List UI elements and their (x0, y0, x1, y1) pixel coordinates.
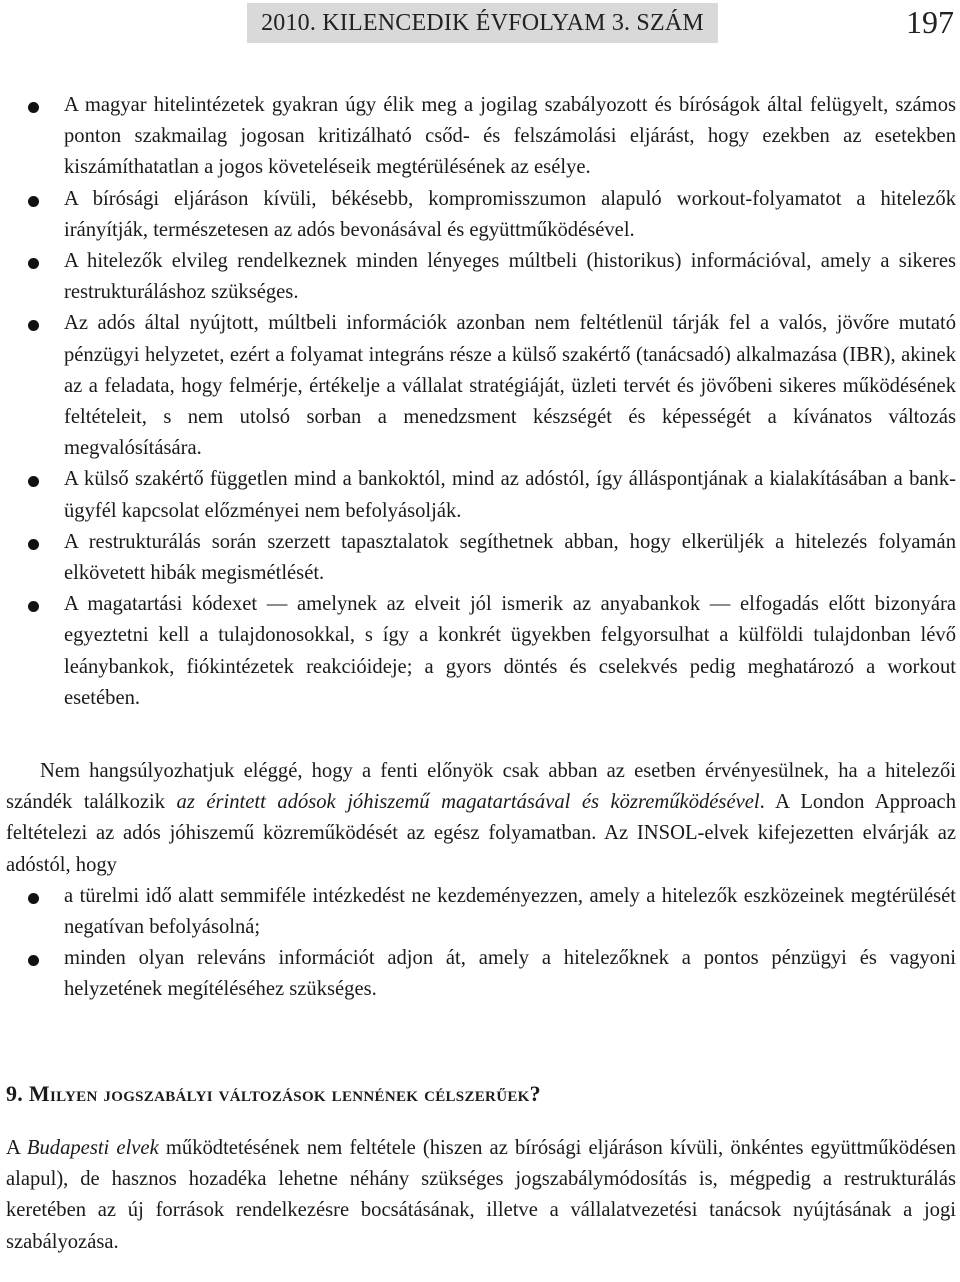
list-item: minden olyan releváns információt adjon át, amely a hitelezőknek a pontos pénzügyi és vagyoni helyzetének megítéléséhez szükséges. (6, 943, 956, 1005)
bullet-dot-icon (28, 196, 39, 207)
bullet-dot-icon (28, 893, 39, 904)
list-item: A hitelezők elvileg rendelkeznek minden lényeges múltbeli (historikus) információval, amely a sikeres restrukturáláshoz szükséges. (6, 246, 956, 308)
list-item: A magyar hitelintézetek gyakran úgy élik meg a jogilag szabályozott és bíróságok által felügyelt, számos ponton szakmailag jogosan kritizálható csőd- és felszámolási eljárást, hogy ezekben az esetekben kiszámíthatatlan a jogos követeléseik megtérülésének az esélye. (6, 90, 956, 184)
bullet-dot-icon (28, 320, 39, 331)
page-body (6, 90, 956, 1258)
body-paragraph: Nem hangsúlyozhatjuk eléggé, hogy a fenti előnyök csak abban az esetben érvényesülnek, ha a hitelezői szándék találkozik az érintett adósok jóhiszemű magatartásával és közreműködésével. A London Approach feltételezi az adós jóhiszemű közreműködését az egész folyamatban. Az INSOL-elvek kifejezetten elvárják az adóstól, hogy (6, 760, 956, 876)
body-paragraph: A Budapesti elvek működtetésének nem feltétele (hiszen az bírósági eljáráson kívüli, önkéntes együttműködésen alapul), de hasznos hozadéka lehetne néhány szükséges jogszabálymódosítás is, mégpedig a restrukturálás keretében az új források rendelkezésre bocsátásának, illetve a vállalatvezetési tanácsok nyújtásának a jogi szabályozása. (6, 1136, 956, 1253)
emphasis-text: az érintett adósok jóhiszemű magatartásával és közreműködésével (176, 791, 760, 814)
page-number: 197 (906, 4, 954, 40)
bullet-dot-icon (28, 102, 39, 113)
emphasis-text: Budapesti elvek (26, 1136, 159, 1159)
bullet-dot-icon (28, 955, 39, 966)
running-header (0, 0, 960, 44)
list-item: A külső szakértő független mind a bankoktól, mind az adóstól, így álláspontjának a kialakításában a bank-ügyfél kapcsolat előzményei nem befolyásolják. (6, 464, 956, 526)
bullet-list-top (6, 90, 956, 714)
list-item: A bírósági eljáráson kívüli, békésebb, kompromisszumon alapuló workout-folyamatot a hitelezők irányítják, természetesen az adós bevonásával és együttműködésével. (6, 184, 956, 246)
list-item: Az adós által nyújtott, múltbeli információk azonban nem feltétlenül tárják fel a valós, jövőre mutató pénzügyi helyzetet, ezért a folyamat integráns része a külső szakértő (tanácsadó) alkalmazása (IBR), akinek az a feladata, hogy felmérje, értékelje a vállalat stratégiáját, üzleti tervét és jövőbeni sikeres működésének feltételeit, s nem utolsó sorban a menedzsment készségét és képességét a kívánatos változás megvalósítására. (6, 308, 956, 464)
list-item: A restrukturálás során szerzett tapasztalatok segíthetnek abban, hogy elkerüljék a hitelezés folyamán elkövetett hibák megismétlését. (6, 527, 956, 589)
list-item: a türelmi idő alatt semmiféle intézkedést ne kezdeményezzen, amely a hitelezők eszközeinek megtérülését negatívan befolyásolná; (6, 881, 956, 943)
bullet-list-bottom (6, 881, 956, 1006)
bullet-dot-icon (28, 476, 39, 487)
running-title: 2010. KILENCEDIK ÉVFOLYAM 3. SZÁM (247, 3, 718, 43)
bullet-dot-icon (28, 539, 39, 550)
bullet-dot-icon (28, 601, 39, 612)
section-heading: 9. Milyen jogszabályi változások lennének célszerűek? (6, 1080, 541, 1106)
bullet-dot-icon (28, 258, 39, 269)
list-item: A magatartási kódexet — amelynek az elveit jól ismerik az anyabankok — elfogadás előtt bizonyára egyeztetni kell a tulajdonosokkal, s így a konkrét ügyekben felgyorsulhat a külföldi tulajdonban lévő leánybankok, fiókintézetek reakcióideje; a gyors döntés és cselekvés pedig meghatározó a workout esetében. (6, 589, 956, 714)
